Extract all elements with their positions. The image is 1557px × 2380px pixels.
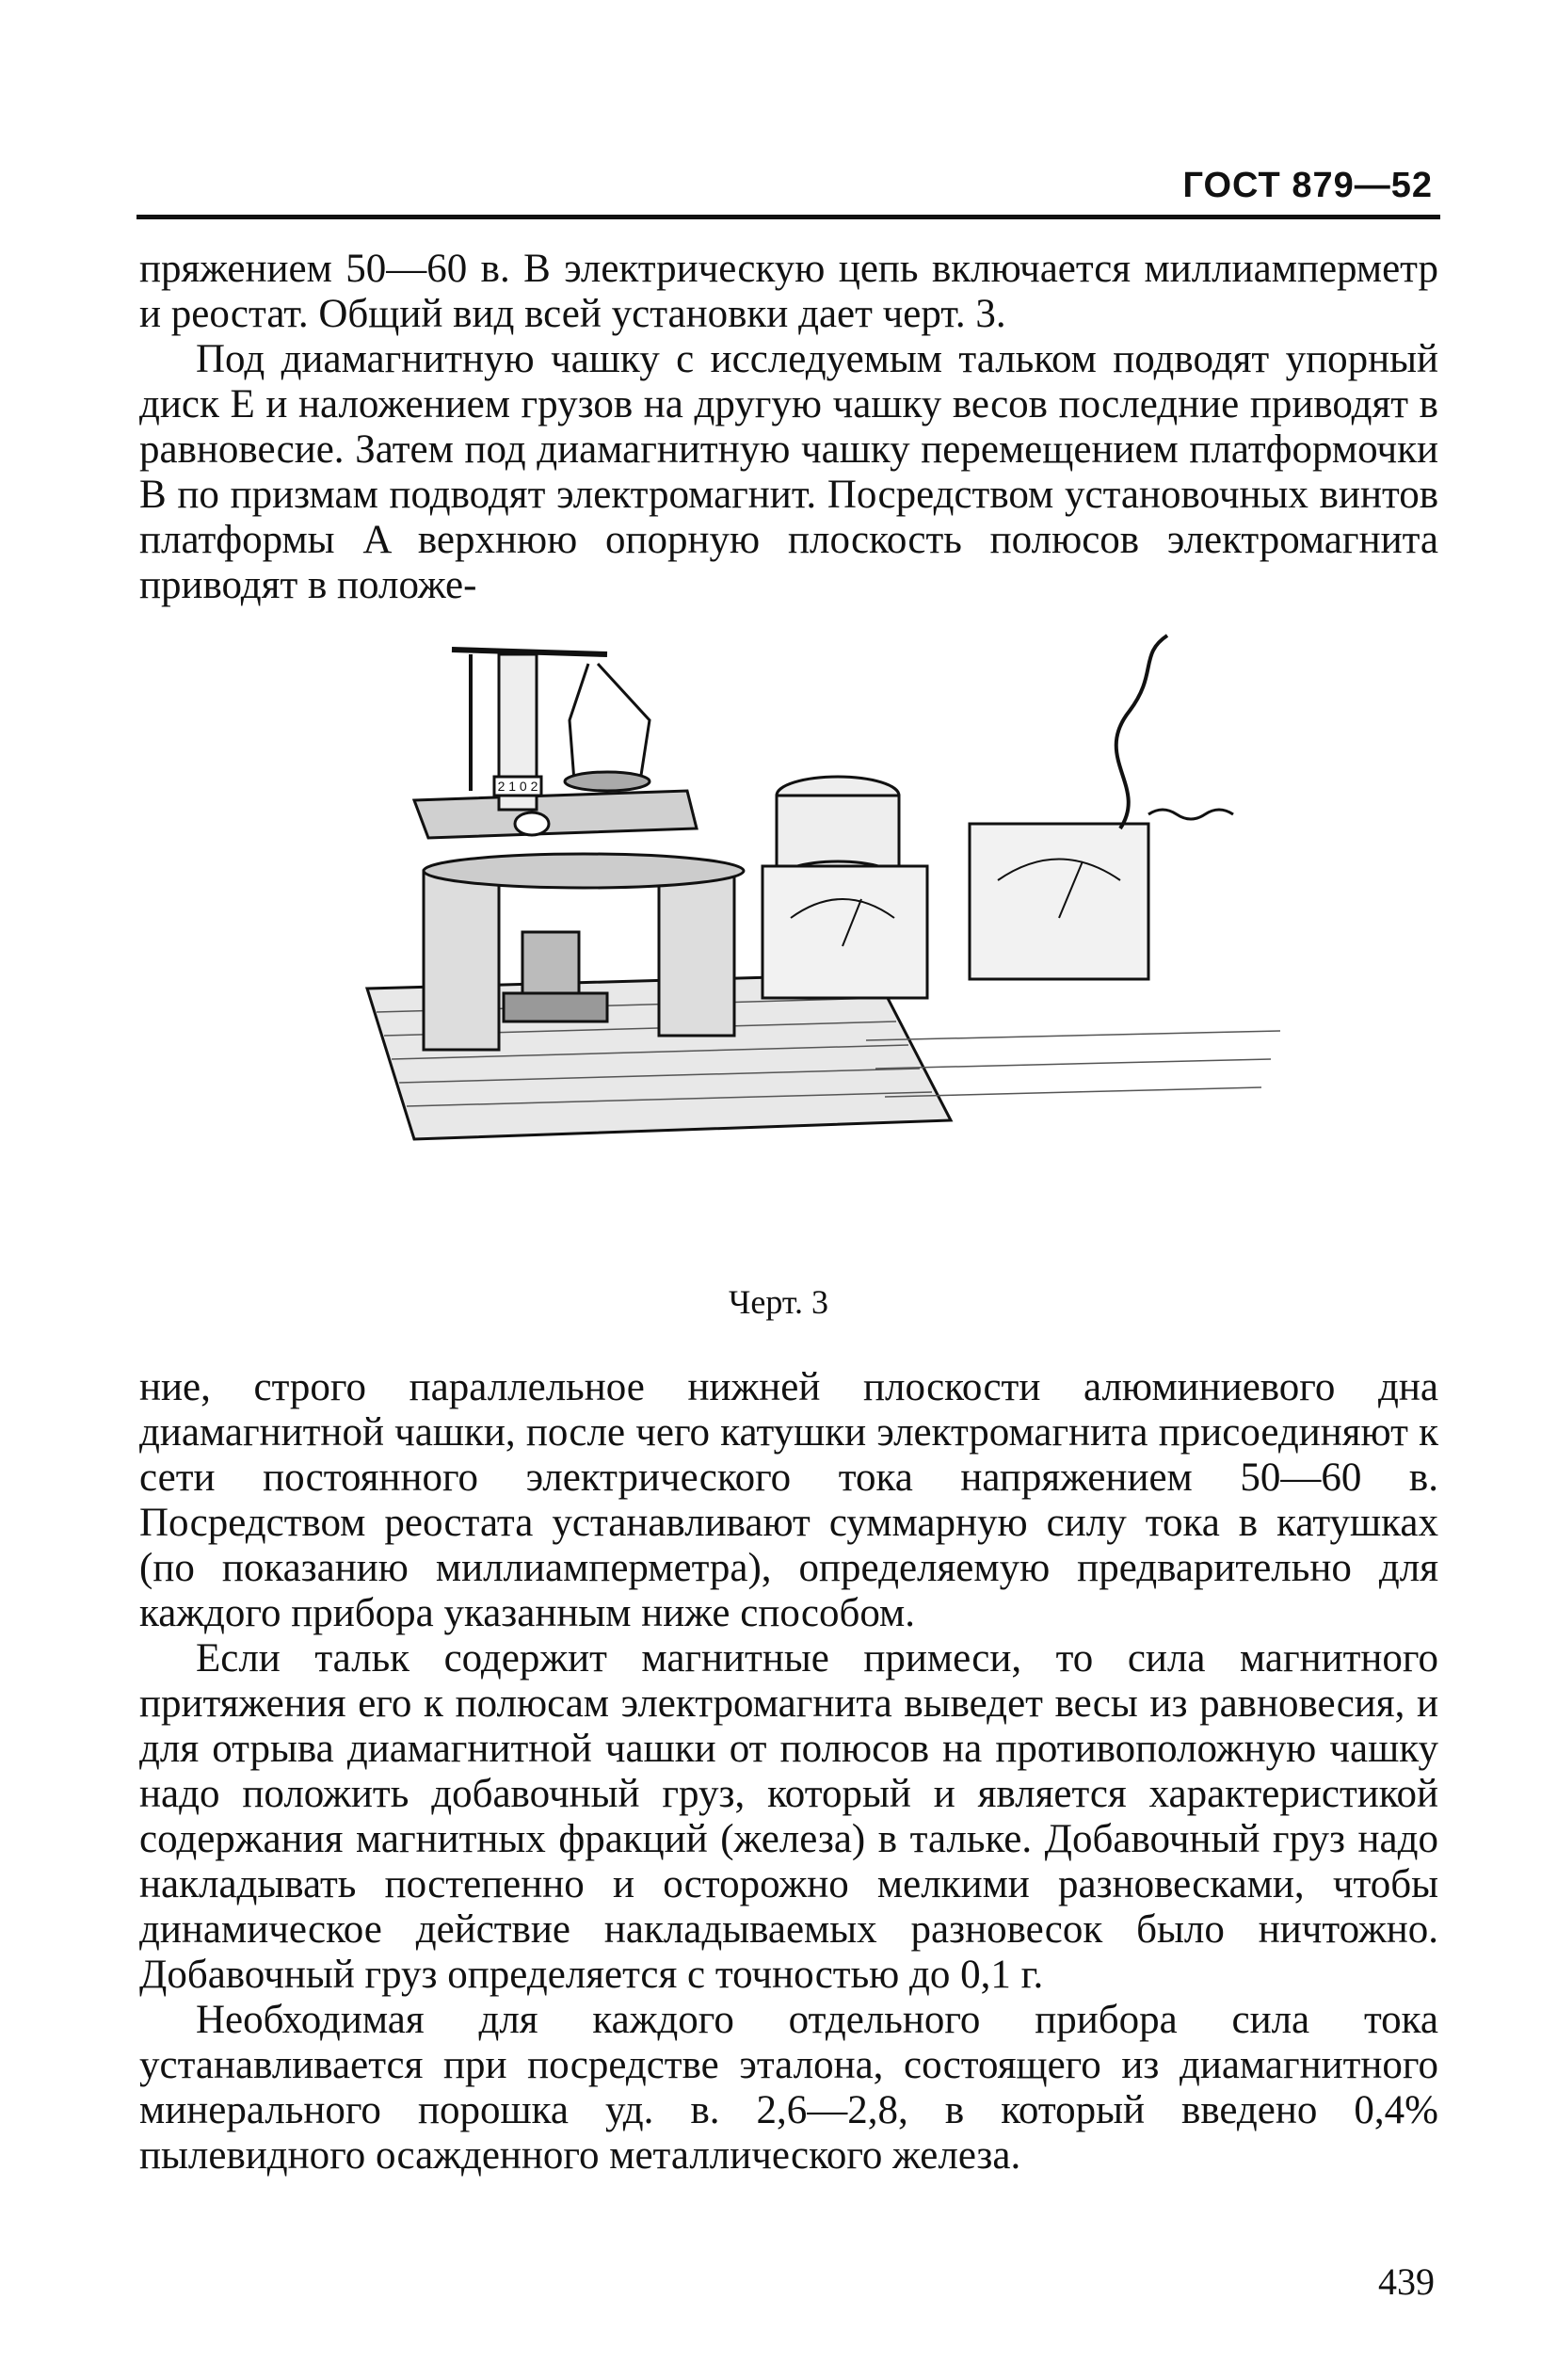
figure-caption: Черт. 3: [729, 1283, 828, 1321]
paragraph: Если тальк содержит магнитные примеси, то сила магнитного притяжения его к полюсам электромагнита выведет весы из равновесия, и для отрыва диамагнитной чашки от полюсов на противоположную чашку надо положить добавочный груз, который и является характеристикой содержания магнитных фракций (железа) в тальке. Добавочный груз надо накладывать постепенно и осторожно мелкими разновесками, чтобы динамическое действие накладываемых разновесок было ничтожно. Добавочный груз определяется с точностью до 0,1 г.: [139, 1636, 1438, 1997]
page-number: 439: [1378, 2260, 1435, 2303]
paragraph: пряжением 50—60 в. В электрическую цепь включается миллиамперметр и реостат. Общий вид всей установки дает черт. 3.: [139, 247, 1438, 336]
page-header: [136, 158, 1440, 219]
diamagnetic-cup: [565, 772, 650, 791]
level-bubble: [515, 812, 549, 835]
paragraph: ние, строго параллельное нижней плоскости алюминиевого дна диамагнитной чашки, после чего катушки электромагнита присоединяют к сети постоянного электрического тока напряжением 50—60 в. Посредством реостата устанавливают суммарную силу тока в катушках (по показанию миллиамперметра), определяемую предварительно для каждого прибора указанным ниже способом.: [139, 1365, 1438, 1635]
document-code: ГОСТ 879—52: [1182, 166, 1433, 205]
electromagnet: [504, 932, 607, 1021]
scale-plate-label: 2 1 0 2: [497, 779, 538, 794]
platform-disk: [424, 854, 744, 888]
coiled-wire: [1148, 810, 1233, 819]
milliammeter-right: [970, 824, 1148, 979]
right-pan-stirrup: [570, 664, 650, 781]
text-block-top: [139, 247, 1438, 608]
balance-platform: [414, 791, 697, 838]
text-block-bottom: [139, 1365, 1438, 2179]
paragraph: Необходимая для каждого отдельного прибора сила тока устанавливается при посредстве эталона, состоящего из диамагнитного минерального порошка уд. в. 2,6—2,8, в который введено 0,4% пылевидного осажденного металлического железа.: [139, 1998, 1438, 2178]
support-block-left: [424, 871, 499, 1050]
balance-beam: [452, 650, 607, 654]
figure-apparatus: [339, 598, 1290, 1271]
power-cable: [1116, 635, 1167, 828]
milliammeter-left: [762, 866, 927, 998]
paragraph: Под диамагнитную чашку с исследуемым тальком подводят упорный диск E и наложением грузов на другую чашку весов последние приводят в равновесие. Затем под диамагнитную чашку перемещением платформочки B по призмам подводят электромагнит. Посредством установочных винтов платформы A верхнюю опорную плоскость полюсов электромагнита приводят в положе-: [139, 337, 1438, 607]
support-block-right: [659, 876, 734, 1036]
apparatus-illustration: [339, 598, 1290, 1271]
